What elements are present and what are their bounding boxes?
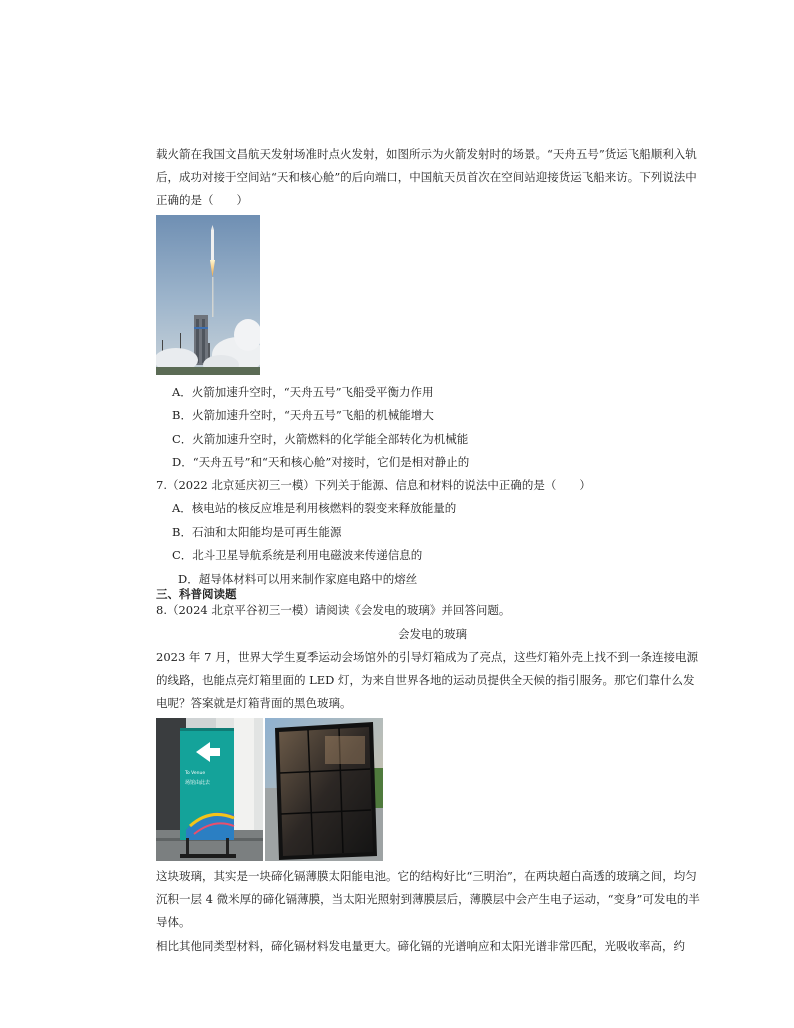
sign-text-english: To Venue bbox=[185, 771, 206, 776]
para2-line-2: 沉积一层 4 微米厚的碲化镉薄膜，当太阳光照射到薄膜层后，薄膜层中会产生电子运动，“变身”可发电的半 bbox=[156, 892, 700, 906]
signage-photo bbox=[156, 718, 263, 861]
q7-option-c: C．北斗卫星导航系统是利用电磁波来传递信息的 bbox=[172, 548, 423, 562]
para2-line-1: 这块玻璃，其实是一块碲化镉薄膜太阳能电池。它的结构好比“三明治”，在两块超白高透的玻璃之间，均匀 bbox=[156, 869, 697, 883]
q6-option-b: B．火箭加速升空时，“天舟五号”飞船的机械能增大 bbox=[172, 408, 434, 422]
para3-line-1: 相比其他同类型材料，碲化镉材料发电量更大。碲化镉的光谱响应和太阳光谱非常匹配，光吸收率高，约 bbox=[156, 939, 685, 953]
q6-option-c: C．火箭加速升空时，火箭燃料的化学能全部转化为机械能 bbox=[172, 432, 469, 446]
q6-option-d: D．“天舟五号”和“天和核心舱”对接时，它们是相对静止的 bbox=[172, 455, 470, 469]
article-title: 会发电的玻璃 bbox=[398, 627, 467, 641]
q7-option-a: A．核电站的核反应堆是利用核燃料的裂变来释放能量的 bbox=[172, 501, 457, 515]
solar-glass-photo bbox=[265, 718, 383, 861]
q6-stem-line-1: 载火箭在我国文昌航天发射场准时点火发射，如图所示为火箭发射时的场景。“天舟五号”货运飞船顺利入轨 bbox=[156, 147, 697, 161]
q6-stem-line-2: 后，成功对接于空间站“天和核心舱”的后向端口，中国航天员首次在空间站迎接货运飞船来访。下列说法中 bbox=[156, 170, 697, 184]
q6-stem-line-3: 正确的是（ ） bbox=[156, 193, 248, 207]
para1-line-3: 电呢？答案就是灯箱背面的黑色玻璃。 bbox=[156, 696, 352, 710]
para2-line-3: 导体。 bbox=[156, 915, 191, 929]
q8-stem: 8.（2024 北京平谷初三一模）请阅读《会发电的玻璃》并回答问题。 bbox=[156, 603, 511, 617]
sign-text-chinese: 场馆由此去 bbox=[185, 780, 211, 786]
q6-option-a: A．火箭加速升空时，“天舟五号”飞船受平衡力作用 bbox=[172, 385, 434, 399]
para1-line-1: 2023 年 7 月，世界大学生夏季运动会场馆外的引导灯箱成为了亮点，这些灯箱外壳上找不到一条连接电源 bbox=[156, 650, 699, 664]
section-heading: 三、科普阅读题 bbox=[156, 587, 237, 601]
q7-option-b: B．石油和太阳能均是可再生能源 bbox=[172, 525, 342, 539]
rocket-launch-photo bbox=[156, 215, 260, 375]
para1-line-2: 的线路，也能点亮灯箱里面的 LED 灯，为来自世界各地的运动员提供全天候的指引服务。那它们靠什么发 bbox=[156, 673, 695, 687]
q7-stem: 7.（2022 北京延庆初三一模）下列关于能源、信息和材料的说法中正确的是（ ） bbox=[156, 478, 591, 492]
q7-option-d: D．超导体材料可以用来制作家庭电路中的熔丝 bbox=[178, 572, 418, 586]
